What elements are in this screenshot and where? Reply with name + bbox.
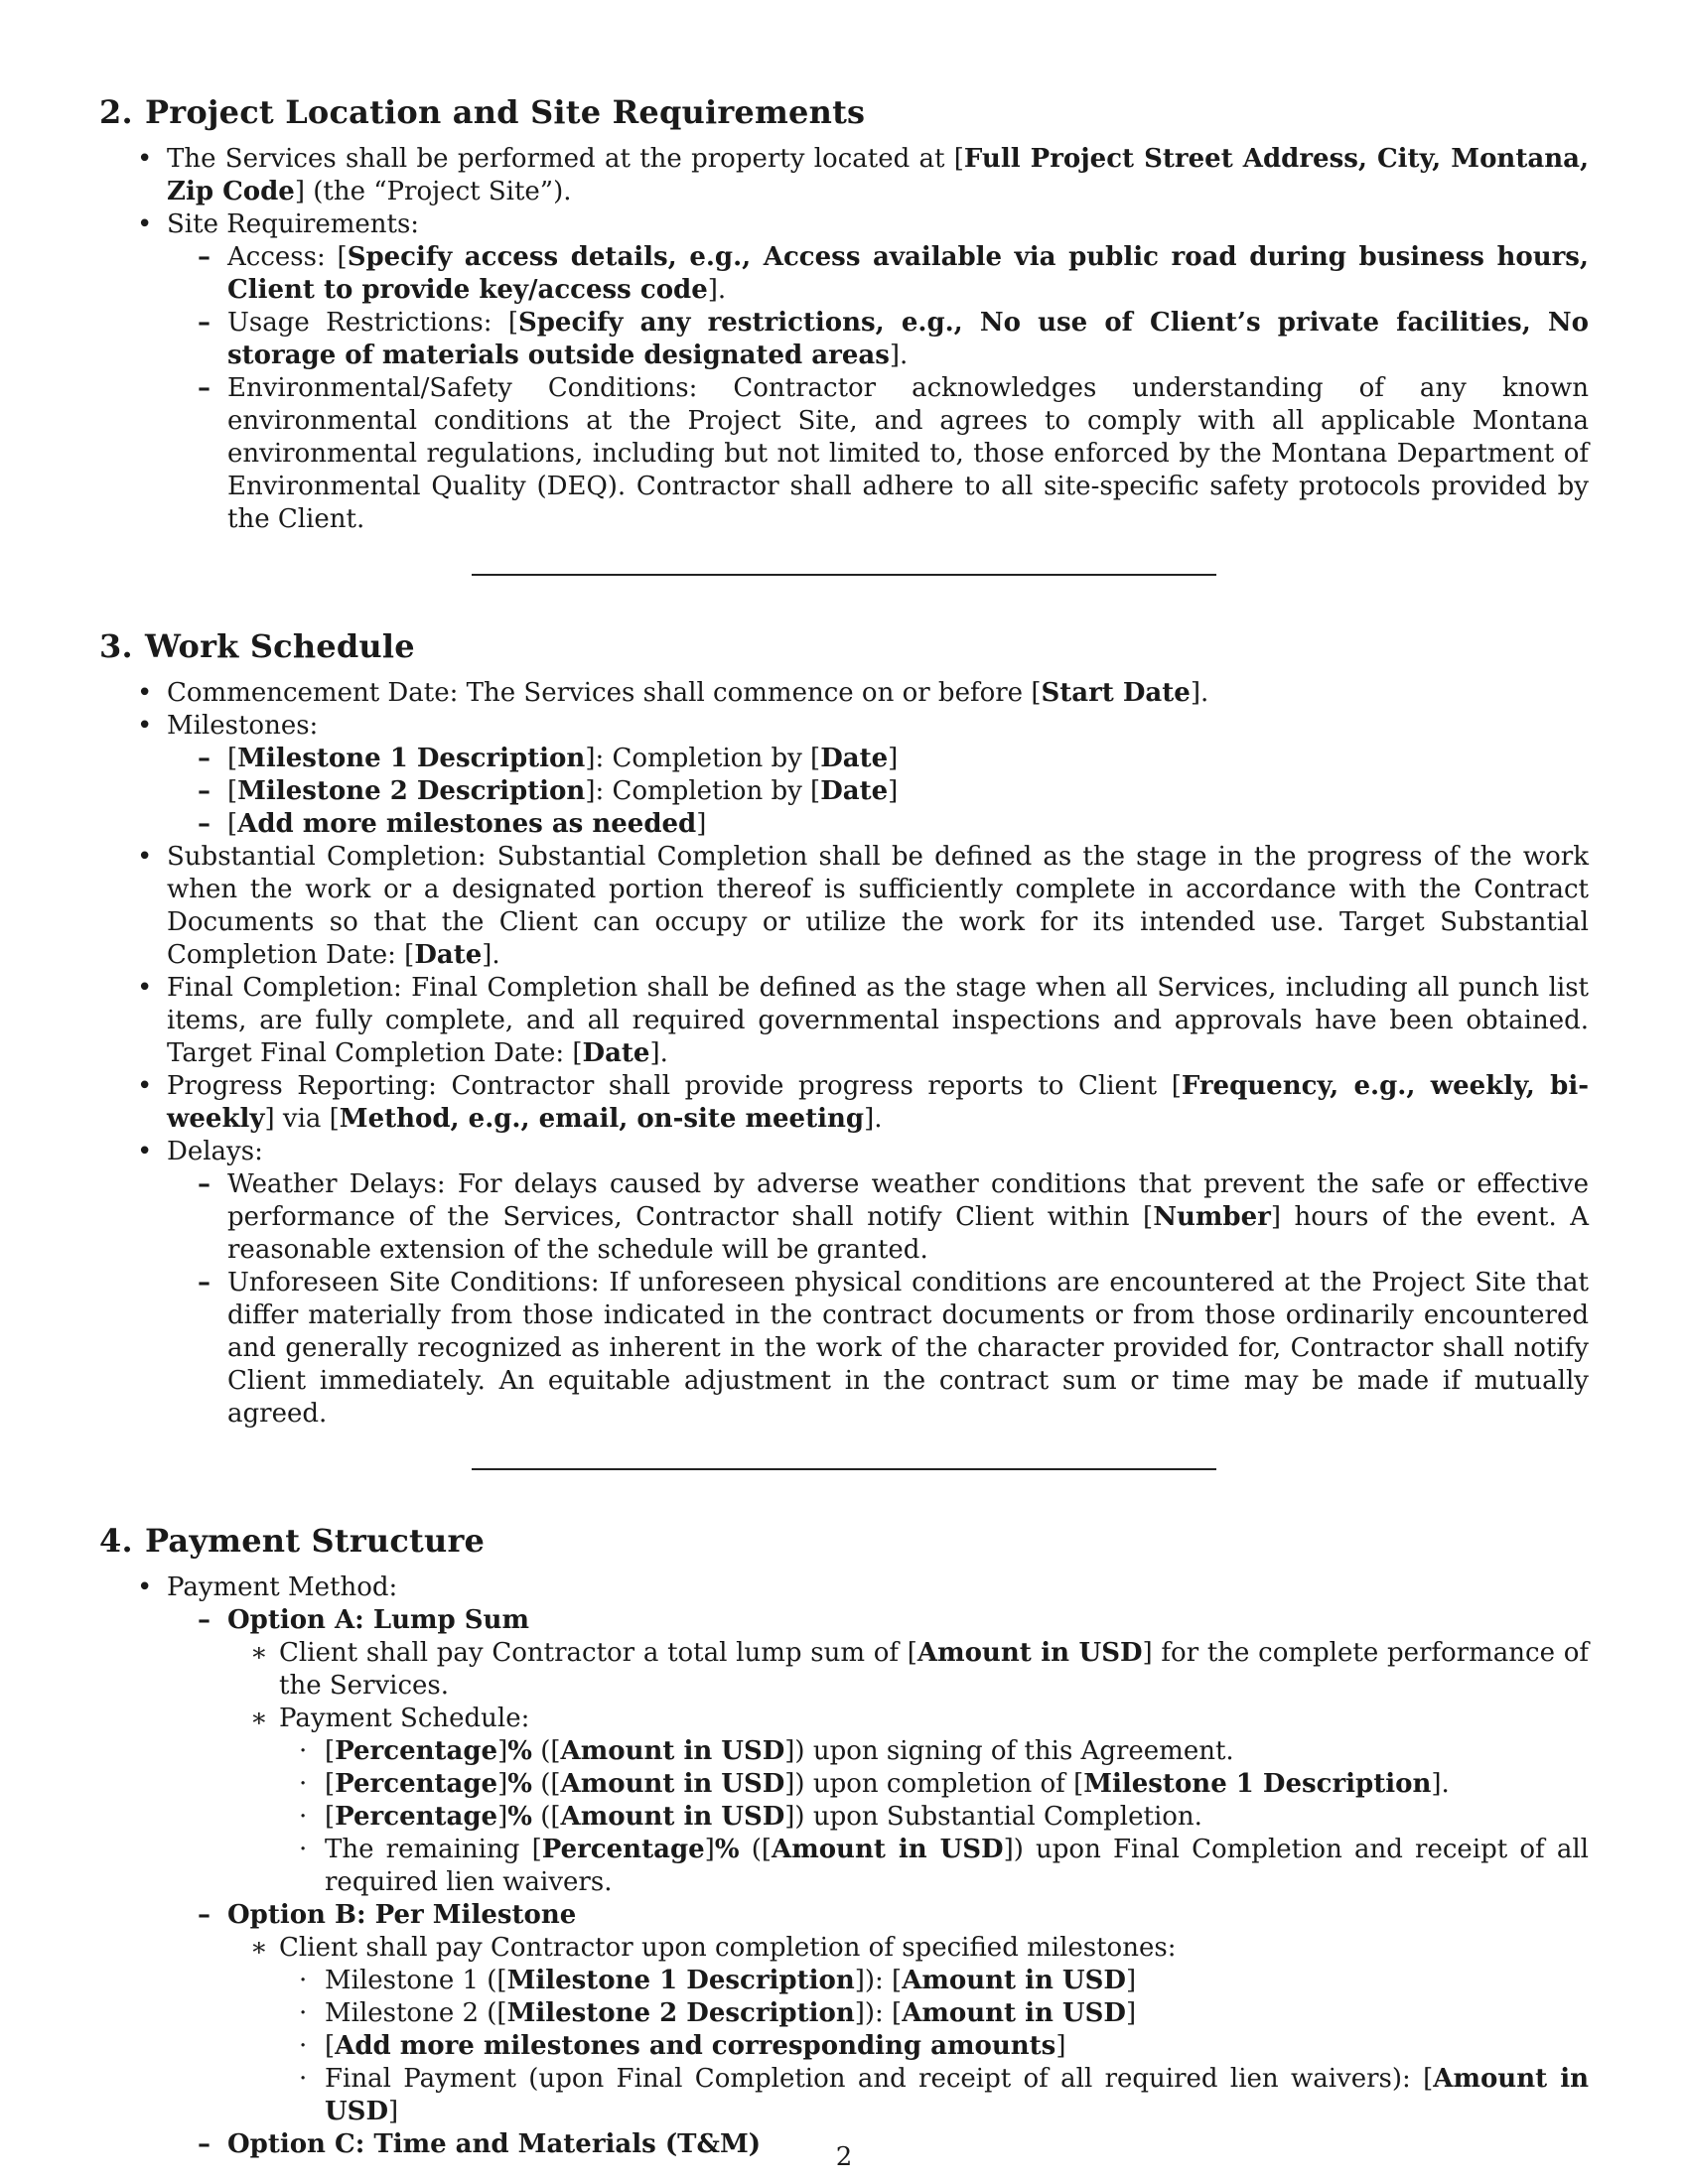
list-item: – [Milestone 2 Description]: Completion by [Date]	[198, 776, 899, 806]
page-content	[99, 91, 1589, 2161]
list-item: • Site Requirements: – Access: [Specify access details, e.g., Access available via public road during business hours, Client to provide key/access code]. – Usage Restrictions: [Specify any restrictions, e.g., No use of Client’s private facilities, No storage of materials outside designated areas]. – Environmental/Safety Conditions: Contractor acknowledges understanding of any known environmental conditions at the Project Site, and agrees to comply with all applicable Montana environmental regulations, including but not limited to, those enforced by the Montana Department of Environmental Quality (DEQ). Contractor shall adhere to all site-specific safety protocols provided by the Client.	[137, 209, 1589, 534]
section-2-heading	[99, 91, 1589, 133]
list-item: – [Add more milestones as needed]	[198, 809, 707, 839]
list-item: ∗ Client shall pay Contractor a total lump sum of [Amount in USD] for the complete performance of the Services.	[250, 1638, 1589, 1701]
dash-icon: –	[198, 744, 211, 773]
list-item: • Final Completion: Final Completion shall be defined as the stage when all Services, including all punch list items, are fully complete, and all required governmental inspections and approvals have been obtained. Target Final Completion Date: [Date].	[137, 973, 1589, 1068]
site-requirements-list	[167, 241, 1589, 536]
section-divider	[472, 1468, 1216, 1470]
list-item: • Commencement Date: The Services shall commence on or before [Start Date].	[137, 678, 1209, 708]
bullet-icon: •	[137, 1071, 153, 1101]
list-item: · The remaining [Percentage]% ([Amount in USD]) upon Final Completion and receipt of all required lien waivers.	[299, 1835, 1589, 1897]
list-item: – Access: [Specify access details, e.g., Access available via public road during business hours, Client to provide key/access code].	[198, 242, 1589, 305]
dot-icon: ·	[299, 1835, 308, 1864]
dot-icon: ·	[299, 1736, 308, 1766]
delays-list	[167, 1168, 1589, 1431]
list-item: · Milestone 2 ([Milestone 2 Description]): [Amount in USD]	[299, 1998, 1137, 2028]
list-item: – Environmental/Safety Conditions: Contractor acknowledges understanding of any known environmental conditions at the Project Site, and agrees to comply with all applicable Montana environmental regulations, including but not limited to, those enforced by the Montana Department of Environmental Quality (DEQ). Contractor shall adhere to all site-specific safety protocols provided by the Client.	[198, 373, 1589, 534]
section-number: 4.	[99, 1522, 133, 1560]
list-item: ∗ Client shall pay Contractor upon completion of specified milestones: · Milestone 1 ([Milestone 1 Description]): [Amount in USD] · Milestone 2 ([Milestone 2 Description]): [Amount in USD] · [Add more milestones and corresponding amounts] · Final Payment (upon Final Completion and receipt of all required lien waivers): [Amount in USD]	[250, 1933, 1589, 2126]
milestones-list	[167, 743, 1589, 841]
list-item: · Final Payment (upon Final Completion and receipt of all required lien waivers): [Amount in USD]	[299, 2064, 1589, 2126]
asterisk-icon: ∗	[250, 1704, 268, 1733]
dash-icon: –	[198, 809, 211, 839]
list-item: • Delays: – Weather Delays: For delays caused by adverse weather conditions that prevent the safe or effective performance of the Services, Contractor shall notify Client within [Number] hours of the event. A reasonable extension of the schedule will be granted. – Unforeseen Site Conditions: If unforeseen physical conditions are encountered at the Project Site that differ materially from those indicated in the contract documents or from those ordinarily encountered and generally recognized as inherent in the work of the character provided for, Contractor shall notify Client immediately. An equitable adjustment in the contract sum or time may be made if mutually agreed.	[137, 1137, 1590, 1429]
option-a: – Option A: Lump Sum ∗ Client shall pay Contractor a total lump sum of [Amount in USD] for the complete performance of the Services. ∗ Payment Schedule: · [Percentage]% ([Amount in USD]) upon signing of this Agreement. · [Percentage]% ([Amount in USD]) upon completion of [Milestone 1 Description]. · [Percentage]% ([Amount in USD]) upon Substantial Completion. · The remaining [Percentage]% ([Amount in USD]) upon Final Completion and receipt of all required lien waivers.	[198, 1605, 1589, 1897]
list-item: – [Milestone 1 Description]: Completion by [Date]	[198, 744, 899, 773]
dash-icon: –	[198, 242, 211, 272]
page-number: 2	[835, 2142, 853, 2172]
payment-schedule-list	[279, 1735, 1589, 1899]
list-item: · [Percentage]% ([Amount in USD]) upon signing of this Agreement.	[299, 1736, 1234, 1766]
asterisk-icon: ∗	[250, 1638, 268, 1668]
section-4-list	[99, 1571, 1589, 2161]
section-3-heading	[99, 625, 1589, 667]
dash-icon: –	[198, 776, 211, 806]
list-item: – Unforeseen Site Conditions: If unforeseen physical conditions are encountered at the Project Site that differ materially from those indicated in the contract documents or from those ordinarily encountered and generally recognized as inherent in the work of the character provided for, Contractor shall notify Client immediately. An equitable adjustment in the contract sum or time may be made if mutually agreed.	[198, 1268, 1589, 1429]
dash-icon: –	[198, 1268, 211, 1297]
dot-icon: ·	[299, 2031, 308, 2061]
section-3-list	[99, 677, 1589, 1431]
dot-icon: ·	[299, 1998, 308, 2028]
list-item: ∗ Payment Schedule: · [Percentage]% ([Amount in USD]) upon signing of this Agreement. · [Percentage]% ([Amount in USD]) upon completion of [Milestone 1 Description]. · [Percentage]% ([Amount in USD]) upon Substantial Completion. · The remaining [Percentage]% ([Amount in USD]) upon Final Completion and receipt of all required lien waivers.	[250, 1704, 1589, 1897]
list-item: · [Add more milestones and corresponding amounts]	[299, 2031, 1066, 2061]
dash-icon: –	[198, 1900, 211, 1930]
milestone-payments-list	[279, 1965, 1589, 2128]
section-title: Work Schedule	[145, 627, 415, 665]
list-item: • The Services shall be performed at the property located at [Full Project Street Address, City, Montana, Zip Code] (the “Project Site”).	[137, 144, 1589, 206]
dash-icon: –	[198, 2129, 211, 2159]
section-4-heading	[99, 1520, 1589, 1562]
list-item: • Milestones: – [Milestone 1 Description]: Completion by [Date] – [Milestone 2 Description]: Completion by [Date] – [Add more milestones as needed]	[99, 710, 1589, 841]
section-number: 2.	[99, 93, 133, 131]
dash-icon: –	[198, 373, 211, 403]
list-item: • Progress Reporting: Contractor shall provide progress reports to Client [Frequency, e.g., weekly, bi-weekly] via [Method, e.g., email, on-site meeting].	[137, 1071, 1589, 1134]
dot-icon: ·	[299, 1966, 308, 1995]
section-divider	[472, 574, 1216, 576]
list-item: • Payment Method: – Option A: Lump Sum ∗ Client shall pay Contractor a total lump sum of [Amount in USD] for the complete performance of the Services. ∗ Payment Schedule: · [Percentage]% ([Amount in USD]) upon signing of this Agreement. · [Percentage]% ([Amount in USD]) upon completion of [Milestone 1 Description]. · [Percentage]% ([Amount in USD]) upon Substantial Completion. · The remaining [Percentage]% ([Amount in USD]) upon Final Completion and receipt of all required lien waivers. – Option B: Per Milestone ∗ Client shall pay Contractor upon completion of specified milestones: · Milestone 1 ([Milestone 1 Description]): [Amount in USD] · Milestone 2 ([Milestone 2 Description]): [Amount in USD] · [Add more milestones and corresponding amounts] · Final Payment (upon Final Completion and receipt of all required lien waivers): [Amount in USD] – Option C: Time and Materials (T&M)	[137, 1572, 1589, 2159]
asterisk-icon: ∗	[250, 1933, 268, 1963]
bullet-icon: •	[137, 1572, 153, 1602]
list-item: – Usage Restrictions: [Specify any restrictions, e.g., No use of Client’s private facilities, No storage of materials outside designated areas].	[198, 308, 1589, 370]
dot-icon: ·	[299, 1769, 308, 1799]
bullet-icon: •	[137, 711, 153, 741]
bullet-icon: •	[137, 973, 153, 1003]
dash-icon: –	[198, 308, 211, 338]
list-item: • Substantial Completion: Substantial Completion shall be defined as the stage in the progress of the work when the work or a designated portion thereof is sufficiently complete in accordance with the Contract Documents so that the Client can occupy or utilize the work for its intended use. Target Substantial Completion Date: [Date].	[137, 842, 1589, 970]
option-c: – Option C: Time and Materials (T&M)	[198, 2129, 762, 2159]
payment-options-list	[167, 1604, 1589, 2161]
bullet-icon: •	[137, 1137, 153, 1166]
option-b: – Option B: Per Milestone ∗ Client shall pay Contractor upon completion of specified milestones: · Milestone 1 ([Milestone 1 Description]): [Amount in USD] · Milestone 2 ([Milestone 2 Description]): [Amount in USD] · [Add more milestones and corresponding amounts] · Final Payment (upon Final Completion and receipt of all required lien waivers): [Amount in USD]	[198, 1900, 1589, 2126]
list-item: · [Percentage]% ([Amount in USD]) upon Substantial Completion.	[299, 1802, 1202, 1832]
option-b-list	[227, 1932, 1589, 2128]
bullet-icon: •	[137, 678, 153, 708]
dot-icon: ·	[299, 1802, 308, 1832]
option-a-list	[227, 1637, 1589, 1899]
bullet-icon: •	[137, 144, 153, 174]
section-2-list	[99, 143, 1589, 536]
section-title: Project Location and Site Requirements	[145, 93, 866, 131]
dot-icon: ·	[299, 2064, 308, 2094]
list-item: – Weather Delays: For delays caused by adverse weather conditions that prevent the safe or effective performance of the Services, Contractor shall notify Client within [Number] hours of the event. A reasonable extension of the schedule will be granted.	[198, 1169, 1590, 1265]
section-title: Payment Structure	[145, 1522, 486, 1560]
dash-icon: –	[198, 1169, 211, 1199]
bullet-icon: •	[137, 842, 153, 872]
list-item: · Milestone 1 ([Milestone 1 Description]): [Amount in USD]	[299, 1966, 1137, 1995]
bullet-icon: •	[137, 209, 153, 239]
section-number: 3.	[99, 627, 133, 665]
placeholder-address: Full Project Street Address, City, Montana, Zip Code	[167, 144, 1589, 206]
list-item: · [Percentage]% ([Amount in USD]) upon completion of [Milestone 1 Description].	[299, 1769, 1450, 1799]
dash-icon: –	[198, 1605, 211, 1635]
